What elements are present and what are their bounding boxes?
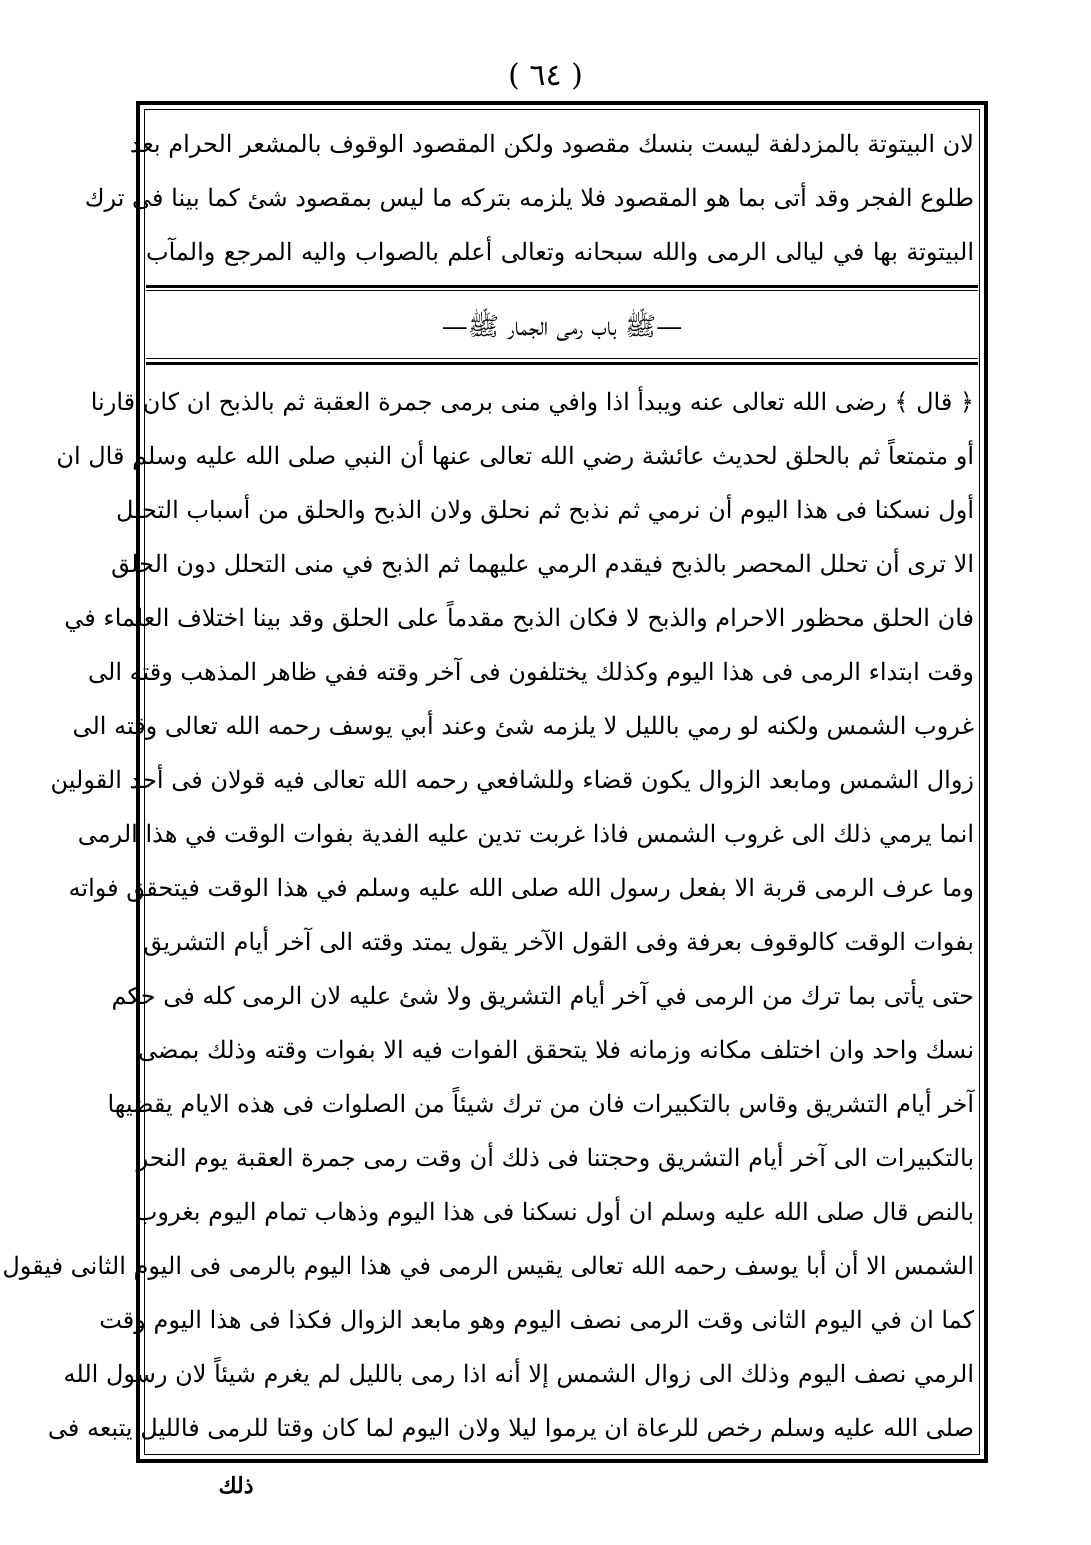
body-line: وما عرف الرمى قربة الا بفعل رسول الله صلى الله عليه وسلم في هذا الوقت فيتحقق فواته — [68, 874, 974, 902]
body-line: الرمي نصف اليوم وذلك الى زوال الشمس إلا أنه اذا رمى بالليل لم يغرم شيئاً لان رسول الله — [63, 1360, 974, 1388]
body-line: أول نسكنا فى هذا اليوم أن نرمي ثم نذبح ثم نحلق ولان الذبح والحلق من أسباب التحلل — [115, 496, 974, 524]
body-line: الا ترى أن تحلل المحصر بالذبح فيقدم الرمي عليهما ثم الذبح في منى التحلل دون الحلق — [111, 550, 974, 578]
intro-line: لان البيتوتة بالمزدلفة ليست بنسك مقصود ولكن المقصود الوقوف بالمشعر الحرام بعد — [129, 130, 974, 158]
page-number: ( ٦٤ ) — [508, 58, 583, 93]
body-line: انما يرمي ذلك الى غروب الشمس فاذا غربت تدين عليه الفدية بفوات الوقت في هذا الرمى — [77, 820, 974, 848]
section-divider-top-thin — [146, 290, 978, 291]
body-line: حتى يأتى بما ترك من الرمى في آخر أيام التشريق ولا شئ عليه لان الرمى كله فى حكم — [111, 982, 974, 1010]
section-divider-top — [146, 285, 978, 288]
body-line: ﴿ قال ﴾ رضى الله تعالى عنه ويبدأ اذا وافي منى برمى جمرة العقبة ثم بالذبح ان كان قارنا — [90, 388, 974, 416]
body-line: بالنص قال صلى الله عليه وسلم ان أول نسكنا فى هذا اليوم وذهاب تمام اليوم بغروب — [134, 1198, 974, 1226]
body-line: كما ان في اليوم الثانى وقت الرمى نصف اليوم وهو مابعد الزوال فكذا فى هذا اليوم وقت — [99, 1306, 974, 1334]
body-line: صلى الله عليه وسلم رخص للرعاة ان يرموا ليلا ولان اليوم لما كان وقتا للرمى فالليل يتبعه فى — [47, 1414, 974, 1442]
chapter-title: —ﷺ باب رمى الجمار ﷺ— — [441, 312, 683, 342]
body-line: فان الحلق محظور الاحرام والذبح لا فكان الذبح مقدماً على الحلق وقد بينا اختلاف العلماء في — [64, 604, 974, 632]
body-line: نسك واحد وان اختلف مكانه وزمانه فلا يتحقق الفوات فيه الا بفوات وقته وذلك بمضى — [137, 1036, 974, 1064]
intro-line: طلوع الفجر وقد أتى بما هو المقصود فلا يلزمه بتركه ما ليس بمقصود شئ كما بينا فى ترك — [84, 184, 974, 212]
catchword: ذلك — [218, 1473, 254, 1499]
section-divider-bottom-thin — [146, 358, 978, 359]
body-line: الشمس الا أن أبا يوسف رحمه الله تعالى يقيس الرمى في هذا اليوم بالرمى فى اليوم الثانى فيقول — [2, 1252, 974, 1280]
body-line: وقت ابتداء الرمى فى هذا اليوم وكذلك يختلفون فى آخر وقته ففي ظاهر المذهب وقته الى — [88, 658, 974, 686]
body-line: زوال الشمس ومابعد الزوال يكون قضاء وللشافعي رحمه الله تعالى فيه قولان فى أحد القولين — [50, 766, 974, 794]
body-line: بفوات الوقت كالوقوف بعرفة وفى القول الآخر يقول يمتد وقته الى آخر أيام التشريق — [143, 928, 974, 956]
body-line: آخر أيام التشريق وقاس بالتكبيرات فان من ترك شيئاً من الصلوات فى هذه الايام يقضيها — [107, 1090, 974, 1118]
body-line: بالتكبيرات الى آخر أيام التشريق وحجتنا فى ذلك أن وقت رمى جمرة العقبة يوم النحر — [136, 1144, 974, 1172]
section-divider-bottom — [146, 362, 978, 365]
body-line: أو متمتعاً ثم بالحلق لحديث عائشة رضي الله تعالى عنها أن النبي صلى الله عليه وسلم قال ان — [56, 442, 974, 470]
intro-line: البيتوتة بها في ليالى الرمى والله سبحانه وتعالى أعلم بالصواب واليه المرجع والمآب — [146, 238, 974, 266]
body-line: غروب الشمس ولكنه لو رمي بالليل لا يلزمه شئ وعند أبي يوسف رحمه الله تعالى وقته الى — [72, 712, 974, 740]
